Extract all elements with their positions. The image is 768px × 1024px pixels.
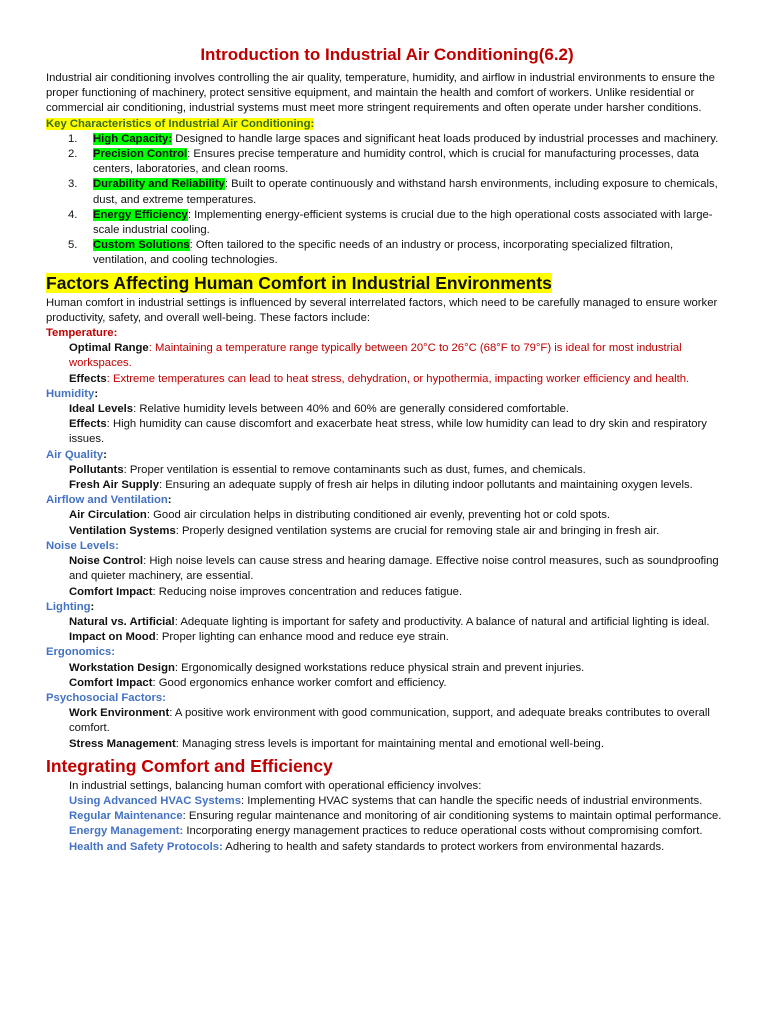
integrating-item: Regular Maintenance: Ensuring regular maintenance and monitoring of air conditioning systems to maintain optimal performance. [69,810,722,823]
factors-intro: Human comfort in industrial settings is influenced by several interrelated factors, which need to be carefully managed to ensure worker productivity, safety, and overall well-being. These factors include: [46,296,718,324]
key-characteristics-list [46,132,728,269]
integrating-heading: Integrating Comfort and Efficiency [46,755,333,776]
factor-item: Impact on Mood: Proper lighting can enhance mood and reduce eye strain. [69,631,449,644]
category-airflow-ventilation: Airflow and Ventilation: [46,494,172,507]
integrating-item: Health and Safety Protocols: Adhering to health and safety standards to protect workers from environmental hazards. [69,840,665,853]
category-humidity: Humidity: [46,387,99,400]
factor-item: Optimal Range: Maintaining a temperature range typically between 20°C to 26°C (68°F to 79°F) is ideal for most industrial workspaces. [69,342,682,370]
factor-item: Comfort Impact: Reducing noise improves concentration and reduces fatigue. [69,585,463,598]
factor-item: Workstation Design: Ergonomically designed workstations reduce physical strain and prevent injuries. [69,661,585,674]
category-air-quality: Air Quality: [46,448,107,461]
factor-item: Ideal Levels: Relative humidity levels between 40% and 60% are generally considered comfortable. [69,403,569,416]
category-noise-levels: Noise Levels: [46,539,119,552]
category-temperature: Temperature: [46,327,118,340]
key-characteristics-heading: Key Characteristics of Industrial Air Conditioning: [46,117,315,130]
factor-item: Work Environment: A positive work environment with good communication, support, and adequate breaks contributes to overall comfort. [69,707,710,735]
factor-item: Effects: Extreme temperatures can lead to heat stress, dehydration, or hypothermia, impacting worker efficiency and health. [69,372,690,385]
category-psychosocial: Psychosocial Factors: [46,691,166,704]
key-item: 5. Custom Solutions: Often tailored to the specific needs of an industry or process, incorporating specialized filtration, ventilation, and cooling technologies. [68,239,674,267]
key-item: 4. Energy Efficiency: Implementing energy-efficient systems is crucial due to the high operational costs associated with large-scale industrial cooling. [68,208,713,237]
integrating-item: Using Advanced HVAC Systems: Implementing HVAC systems that can handle the specific needs of industrial environments. [69,794,703,807]
key-item: 1. High Capacity: Designed to handle large spaces and significant heat loads produced by industrial processes and machinery. [68,132,719,145]
category-lighting: Lighting: [46,600,95,613]
factor-item: Comfort Impact: Good ergonomics enhance worker comfort and efficiency. [69,676,447,689]
intro-paragraph: Industrial air conditioning involves controlling the air quality, temperature, humidity, and airflow in industrial environments to ensure the proper functioning of machinery, protect sensitive equipment, and maintain the health and comfort of workers. Unlike residential or commercial air conditioning, industrial systems must meet more stringent requirements and often operate under harsher conditions. [46,72,715,115]
factor-item: Fresh Air Supply: Ensuring an adequate supply of fresh air helps in diluting indoor pollutants and maintaining oxygen levels. [69,479,693,492]
factor-item: Ventilation Systems: Properly designed ventilation systems are crucial for removing stale air and bringing in fresh air. [69,524,660,537]
category-ergonomics: Ergonomics: [46,646,116,659]
integrating-intro: In industrial settings, balancing human comfort with operational efficiency involves: [69,779,482,792]
key-item: 2. Precision Control: Ensures precise temperature and humidity control, which is crucial for manufacturing processes, data centers, laboratories, and clean rooms. [68,148,699,176]
factor-item: Pollutants: Proper ventilation is essential to remove contaminants such as dust, fumes, and chemicals. [69,463,586,476]
factor-item: Noise Control: High noise levels can cause stress and hearing damage. Effective noise control measures, such as soundproofing and quieter machinery, are essential. [69,555,719,583]
factor-item: Effects: High humidity can cause discomfort and exacerbate heat stress, while low humidity can lead to dry skin and respiratory issues. [69,418,707,446]
factor-item: Natural vs. Artificial: Adequate lighting is important for safety and productivity. A balance of natural and artificial lighting is ideal. [69,615,710,628]
key-item: 3. Durability and Reliability: Built to operate continuously and withstand harsh environments, including exposure to chemicals, dust, and extreme temperatures. [68,178,718,206]
factors-heading: Factors Affecting Human Comfort in Industrial Environments [46,272,552,293]
factor-item: Stress Management: Managing stress levels is important for maintaining mental and emotional well-being. [69,737,604,750]
factor-item: Air Circulation: Good air circulation helps in distributing conditioned air evenly, preventing hot or cold spots. [69,509,611,522]
document-title: Introduction to Industrial Air Conditioning(6.2) [200,45,574,64]
integrating-item: Energy Management: Incorporating energy management practices to reduce operational costs without compromising comfort. [69,825,703,838]
